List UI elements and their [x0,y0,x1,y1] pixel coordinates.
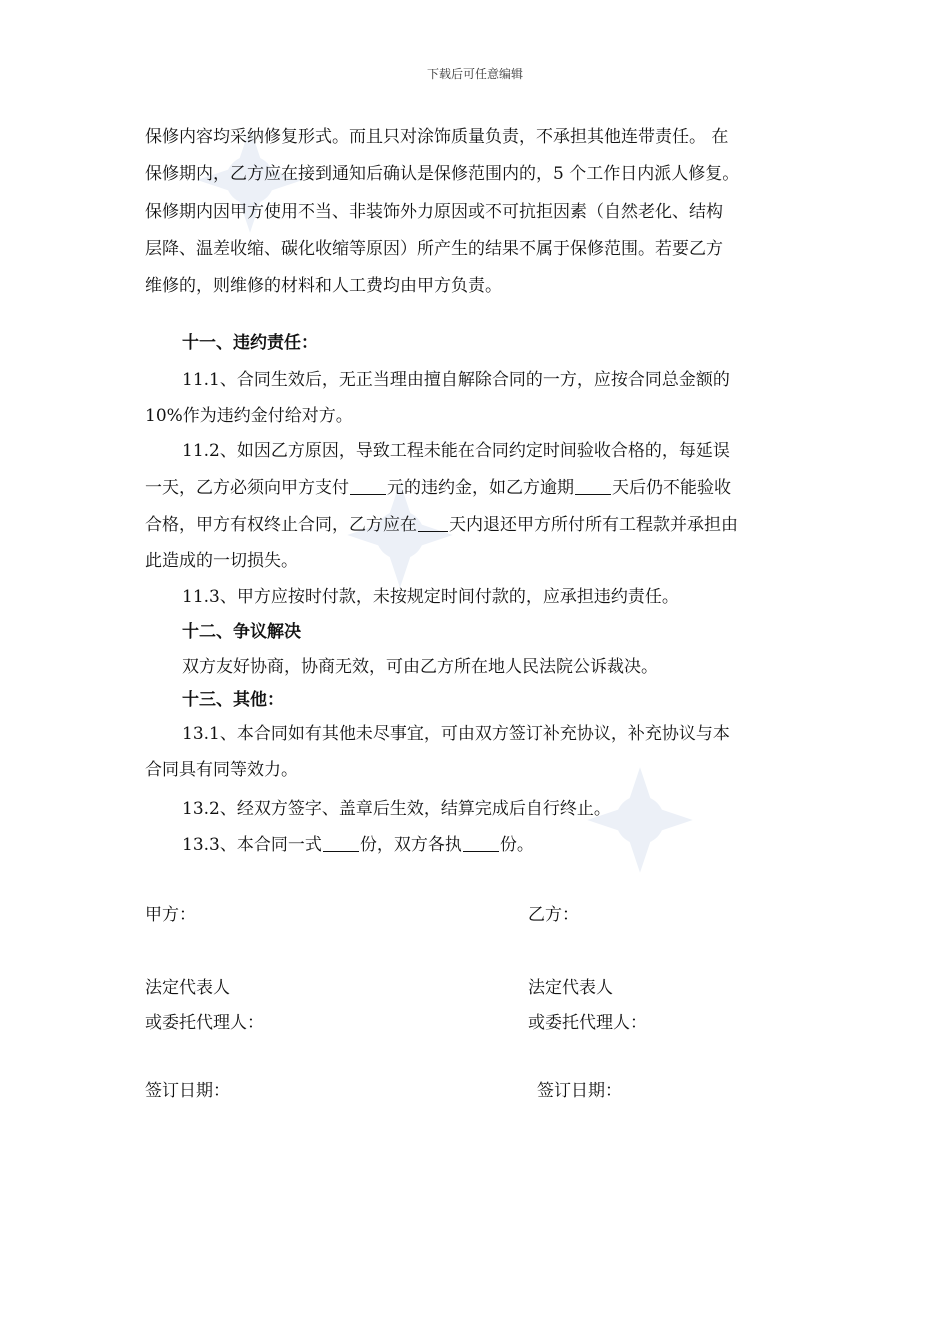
clause-text: 13.3、本合同一式 [182,835,322,855]
rep-a-label: 法定代表人 [145,978,230,998]
section-title: 十一、违约责任： [182,333,318,353]
blank-field[interactable] [323,834,359,852]
party-b-label: 乙方： [528,905,579,925]
clause-text: 元的违约金，如乙方逾期 [387,478,574,498]
body-line: 层降、温差收缩、碳化收缩等原因）所产生的结果不属于保修范围。若要乙方 [145,239,723,259]
clause [145,476,731,500]
clause-text: 天内退还甲方所付所有工程款并承担由 [449,515,738,535]
date-a-label: 签订日期： [145,1081,230,1101]
blank-field[interactable] [463,834,499,852]
section-title: 十二、争议解决 [182,622,301,642]
clause [182,833,534,857]
clause-text: 份，双方各执 [359,835,462,855]
body-line: 维修的，则维修的材料和人工费均由甲方负责。 [145,276,502,296]
clause-text: 合格，甲方有权终止合同，乙方应在 [145,515,417,535]
blank-field[interactable] [575,477,611,495]
clause: 双方友好协商，协商无效，可由乙方所在地人民法院公诉裁决。 [182,657,658,677]
agent-b-label: 或委托代理人： [528,1013,647,1033]
date-b-label: 签订日期： [537,1081,622,1101]
clause: 此造成的一切损失。 [145,551,298,571]
clause-text: 天后仍不能验收 [612,478,731,498]
party-a-label: 甲方： [145,905,196,925]
clause: 10%作为违约金付给对方。 [145,406,353,426]
clause-text: 一天，乙方必须向甲方支付 [145,478,349,498]
body-line: 保修期内因甲方使用不当、非装饰外力原因或不可抗拒因素（自然老化、结构 [145,202,723,222]
clause: 11.3、甲方应按时付款，未按规定时间付款的，应承担违约责任。 [182,587,679,607]
clause: 13.1、本合同如有其他未尽事宜，可由双方签订补充协议，补充协议与本 [182,724,730,744]
clause [145,513,738,537]
clause: 合同具有同等效力。 [145,760,298,780]
agent-a-label: 或委托代理人： [145,1013,264,1033]
clause: 13.2、经双方签字、盖章后生效，结算完成后自行终止。 [182,799,611,819]
body-line: 保修内容均采纳修复形式。而且只对涂饰质量负责，不承担其他连带责任。 在 [145,127,729,147]
clause: 11.1、合同生效后，无正当理由擅自解除合同的一方，应按合同总金额的 [182,370,730,390]
clause-text: 份。 [499,835,534,855]
rep-b-label: 法定代表人 [528,978,613,998]
blank-field[interactable] [350,477,386,495]
section-title: 十三、其他： [182,690,284,710]
blank-field[interactable] [418,514,448,532]
body-line: 保修期内，乙方应在接到通知后确认是保修范围内的，5 个工作日内派人修复。 [145,164,740,184]
page-header: 下载后可任意编辑 [426,67,523,81]
clause: 11.2、如因乙方原因，导致工程未能在合同约定时间验收合格的，每延误 [182,441,730,461]
